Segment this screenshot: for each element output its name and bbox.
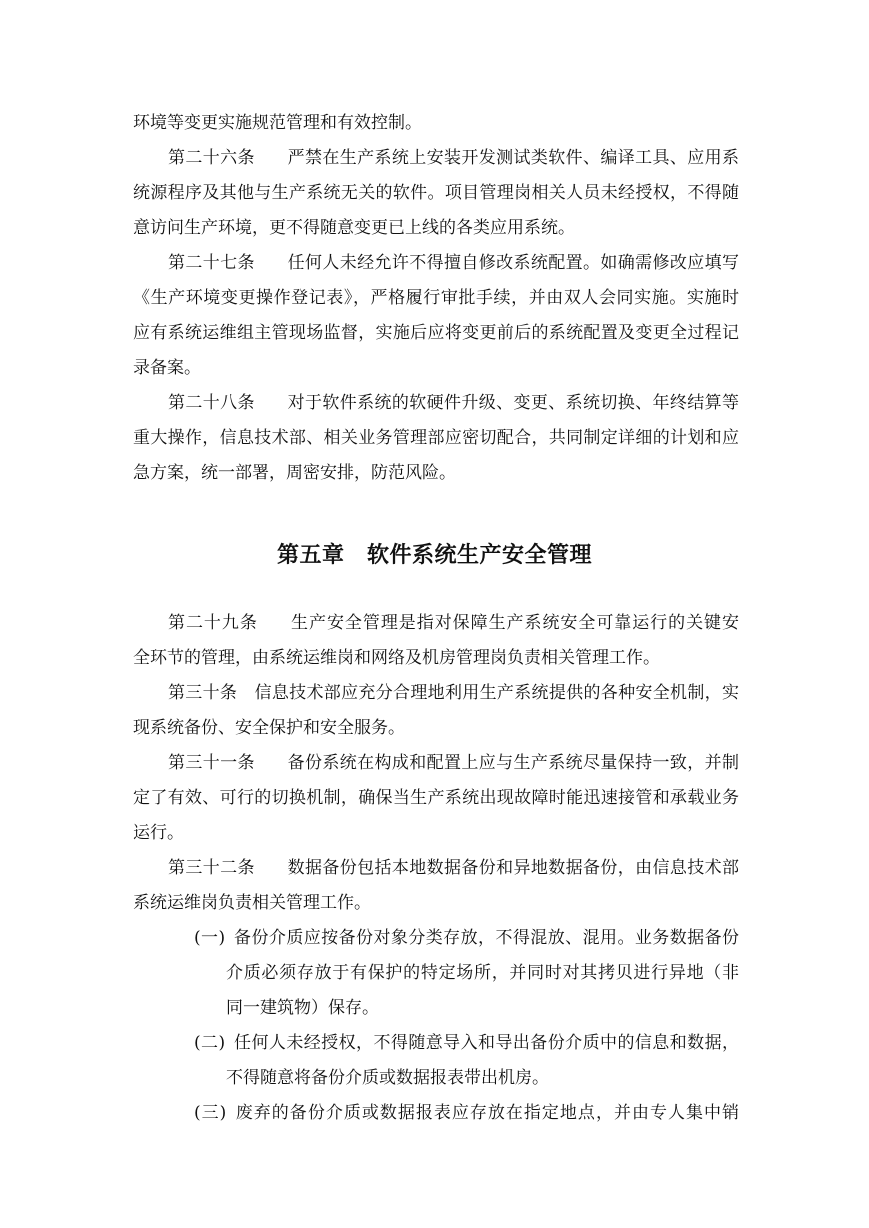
article-27-line-4: 录备案。: [133, 358, 201, 378]
article-27-line-3: 应有系统运维组主管现场监督，实施后应将变更前后的系统配置及变更全过程记: [133, 323, 739, 343]
article-number: 第二十六条: [168, 148, 255, 168]
article-number: 第二十七条: [168, 253, 255, 273]
list-item-2-line-1: (二) 任何人未经授权，不得随意导入和导出备份介质中的信息和数据，: [194, 1033, 740, 1053]
article-26-line-2: 统源程序及其他与生产系统无关的软件。项目管理岗相关人员未经授权，不得随: [133, 183, 739, 203]
article-26-line-1: 第二十六条 严禁在生产系统上安装开发测试类软件、编译工具、应用系: [168, 148, 740, 168]
article-30-line-2: 现系统备份、安全保护和安全服务。: [133, 718, 405, 738]
list-marker: (一): [194, 928, 226, 948]
list-item-1-line-1: (一) 备份介质应按备份对象分类存放，不得混放、混用。业务数据备份: [194, 928, 740, 948]
article-26-line-3: 意访问生产环境，更不得随意变更已上线的各类应用系统。: [133, 218, 575, 238]
list-marker: (三): [194, 1103, 227, 1123]
article-28-line-2: 重大操作，信息技术部、相关业务管理部应密切配合，共同制定详细的计划和应: [133, 428, 739, 448]
paragraph-line: 环境等变更实施规范管理和有效控制。: [133, 113, 422, 133]
list-item-3-line-1: (三) 废弃的备份介质或数据报表应存放在指定地点，并由专人集中销: [194, 1103, 739, 1123]
list-item-1-line-3: 同一建筑物）保存。: [226, 998, 379, 1018]
article-number: 第三十二条: [168, 858, 255, 878]
list-item-2-line-2: 不得随意将备份介质或数据报表带出机房。: [226, 1068, 549, 1088]
article-number: 第三十条: [168, 683, 238, 703]
article-31-line-1: 第三十一条 备份系统在构成和配置上应与生产系统尽量保持一致，并制: [168, 753, 740, 773]
article-number: 第二十八条: [168, 393, 255, 413]
article-31-line-2: 定了有效、可行的切换机制，确保当生产系统出现故障时能迅速接管和承载业务: [133, 788, 739, 808]
article-27-line-2: 《生产环境变更操作登记表》，严格履行审批手续，并由双人会同实施。实施时: [133, 288, 739, 308]
article-32-line-1: 第三十二条 数据备份包括本地数据备份和异地数据备份，由信息技术部: [168, 858, 740, 878]
list-item-1-line-2: 介质必须存放于有保护的特定场所，并同时对其拷贝进行异地（非: [226, 963, 739, 983]
article-30-line-1: 第三十条 信息技术部应充分合理地利用生产系统提供的各种安全机制，实: [168, 683, 739, 703]
article-28-line-1: 第二十八条 对于软件系统的软硬件升级、变更、系统切换、年终结算等: [168, 393, 740, 413]
article-number: 第二十九条: [168, 613, 258, 633]
article-32-line-2: 系统运维岗负责相关管理工作。: [133, 893, 371, 913]
article-number: 第三十一条: [168, 753, 255, 773]
article-29-line-2: 全环节的管理，由系统运维岗和网络及机房管理岗负责相关管理工作。: [133, 648, 660, 668]
article-27-line-1: 第二十七条 任何人未经允许不得擅自修改系统配置。如确需修改应填写: [168, 253, 740, 273]
list-marker: (二): [194, 1033, 226, 1053]
article-29-line-1: 第二十九条 生产安全管理是指对保障生产系统安全可靠运行的关键安: [168, 613, 740, 633]
chapter-heading: 第五章 软件系统生产安全管理: [276, 543, 592, 568]
article-28-line-3: 急方案，统一部署，周密安排，防范风险。: [133, 463, 456, 483]
article-31-line-3: 运行。: [133, 823, 184, 843]
